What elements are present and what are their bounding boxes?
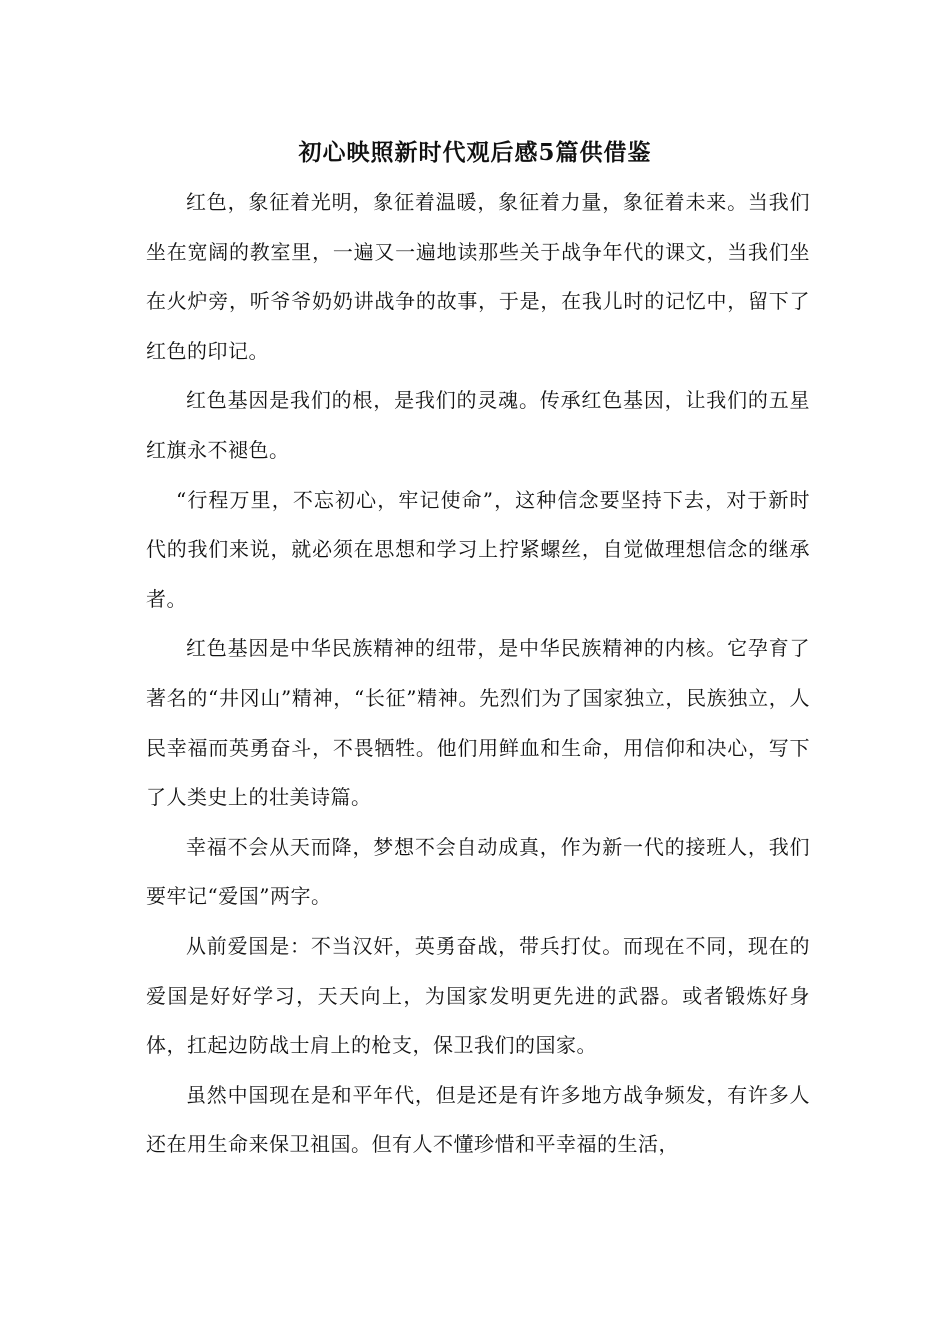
document-body (146, 178, 810, 1170)
paragraph-7: 虽然中国现在是和平年代，但是还是有许多地方战争频发，有许多人还在用生命来保卫祖国。但有人不懂珍惜和平幸福的生活， (146, 1082, 810, 1157)
document-title: 初心映照新时代观后感5篇供借鉴 (298, 139, 652, 166)
paragraph-6: 从前爱国是：不当汉奸，英勇奋战，带兵打仗。而现在不同，现在的爱国是好好学习，天天向上，为国家发明更先进的武器。或者锻炼好身体，扛起边防战士肩上的枪支，保卫我们的国家。 (146, 933, 810, 1058)
paragraph-5: 幸福不会从天而降，梦想不会自动成真，作为新一代的接班人，我们要牢记“爱国”两字。 (146, 834, 810, 909)
paragraph-1: 红色，象征着光明，象征着温暖，象征着力量，象征着未来。当我们坐在宽阔的教室里，一遍又一遍地读那些关于战争年代的课文，当我们坐在火炉旁，听爷爷奶奶讲战争的故事，于是，在我儿时的记忆中，留下了红色的印记。 (146, 190, 810, 363)
paragraph-3: “行程万里，不忘初心，牢记使命”，这种信念要坚持下去，对于新时代的我们来说，就必须在思想和学习上拧紧螺丝，自觉做理想信念的继承者。 (146, 487, 810, 611)
paragraph-2: 红色基因是我们的根，是我们的灵魂。传承红色基因，让我们的五星红旗永不褪色。 (146, 388, 810, 462)
paragraph-4: 红色基因是中华民族精神的纽带，是中华民族精神的内核。它孕育了著名的“井冈山”精神，“长征”精神。先烈们为了国家独立，民族独立，人民幸福而英勇奋斗，不畏牺牲。他们用鲜血和生命，用信仰和决心，写下了人类史上的壮美诗篇。 (146, 636, 810, 810)
